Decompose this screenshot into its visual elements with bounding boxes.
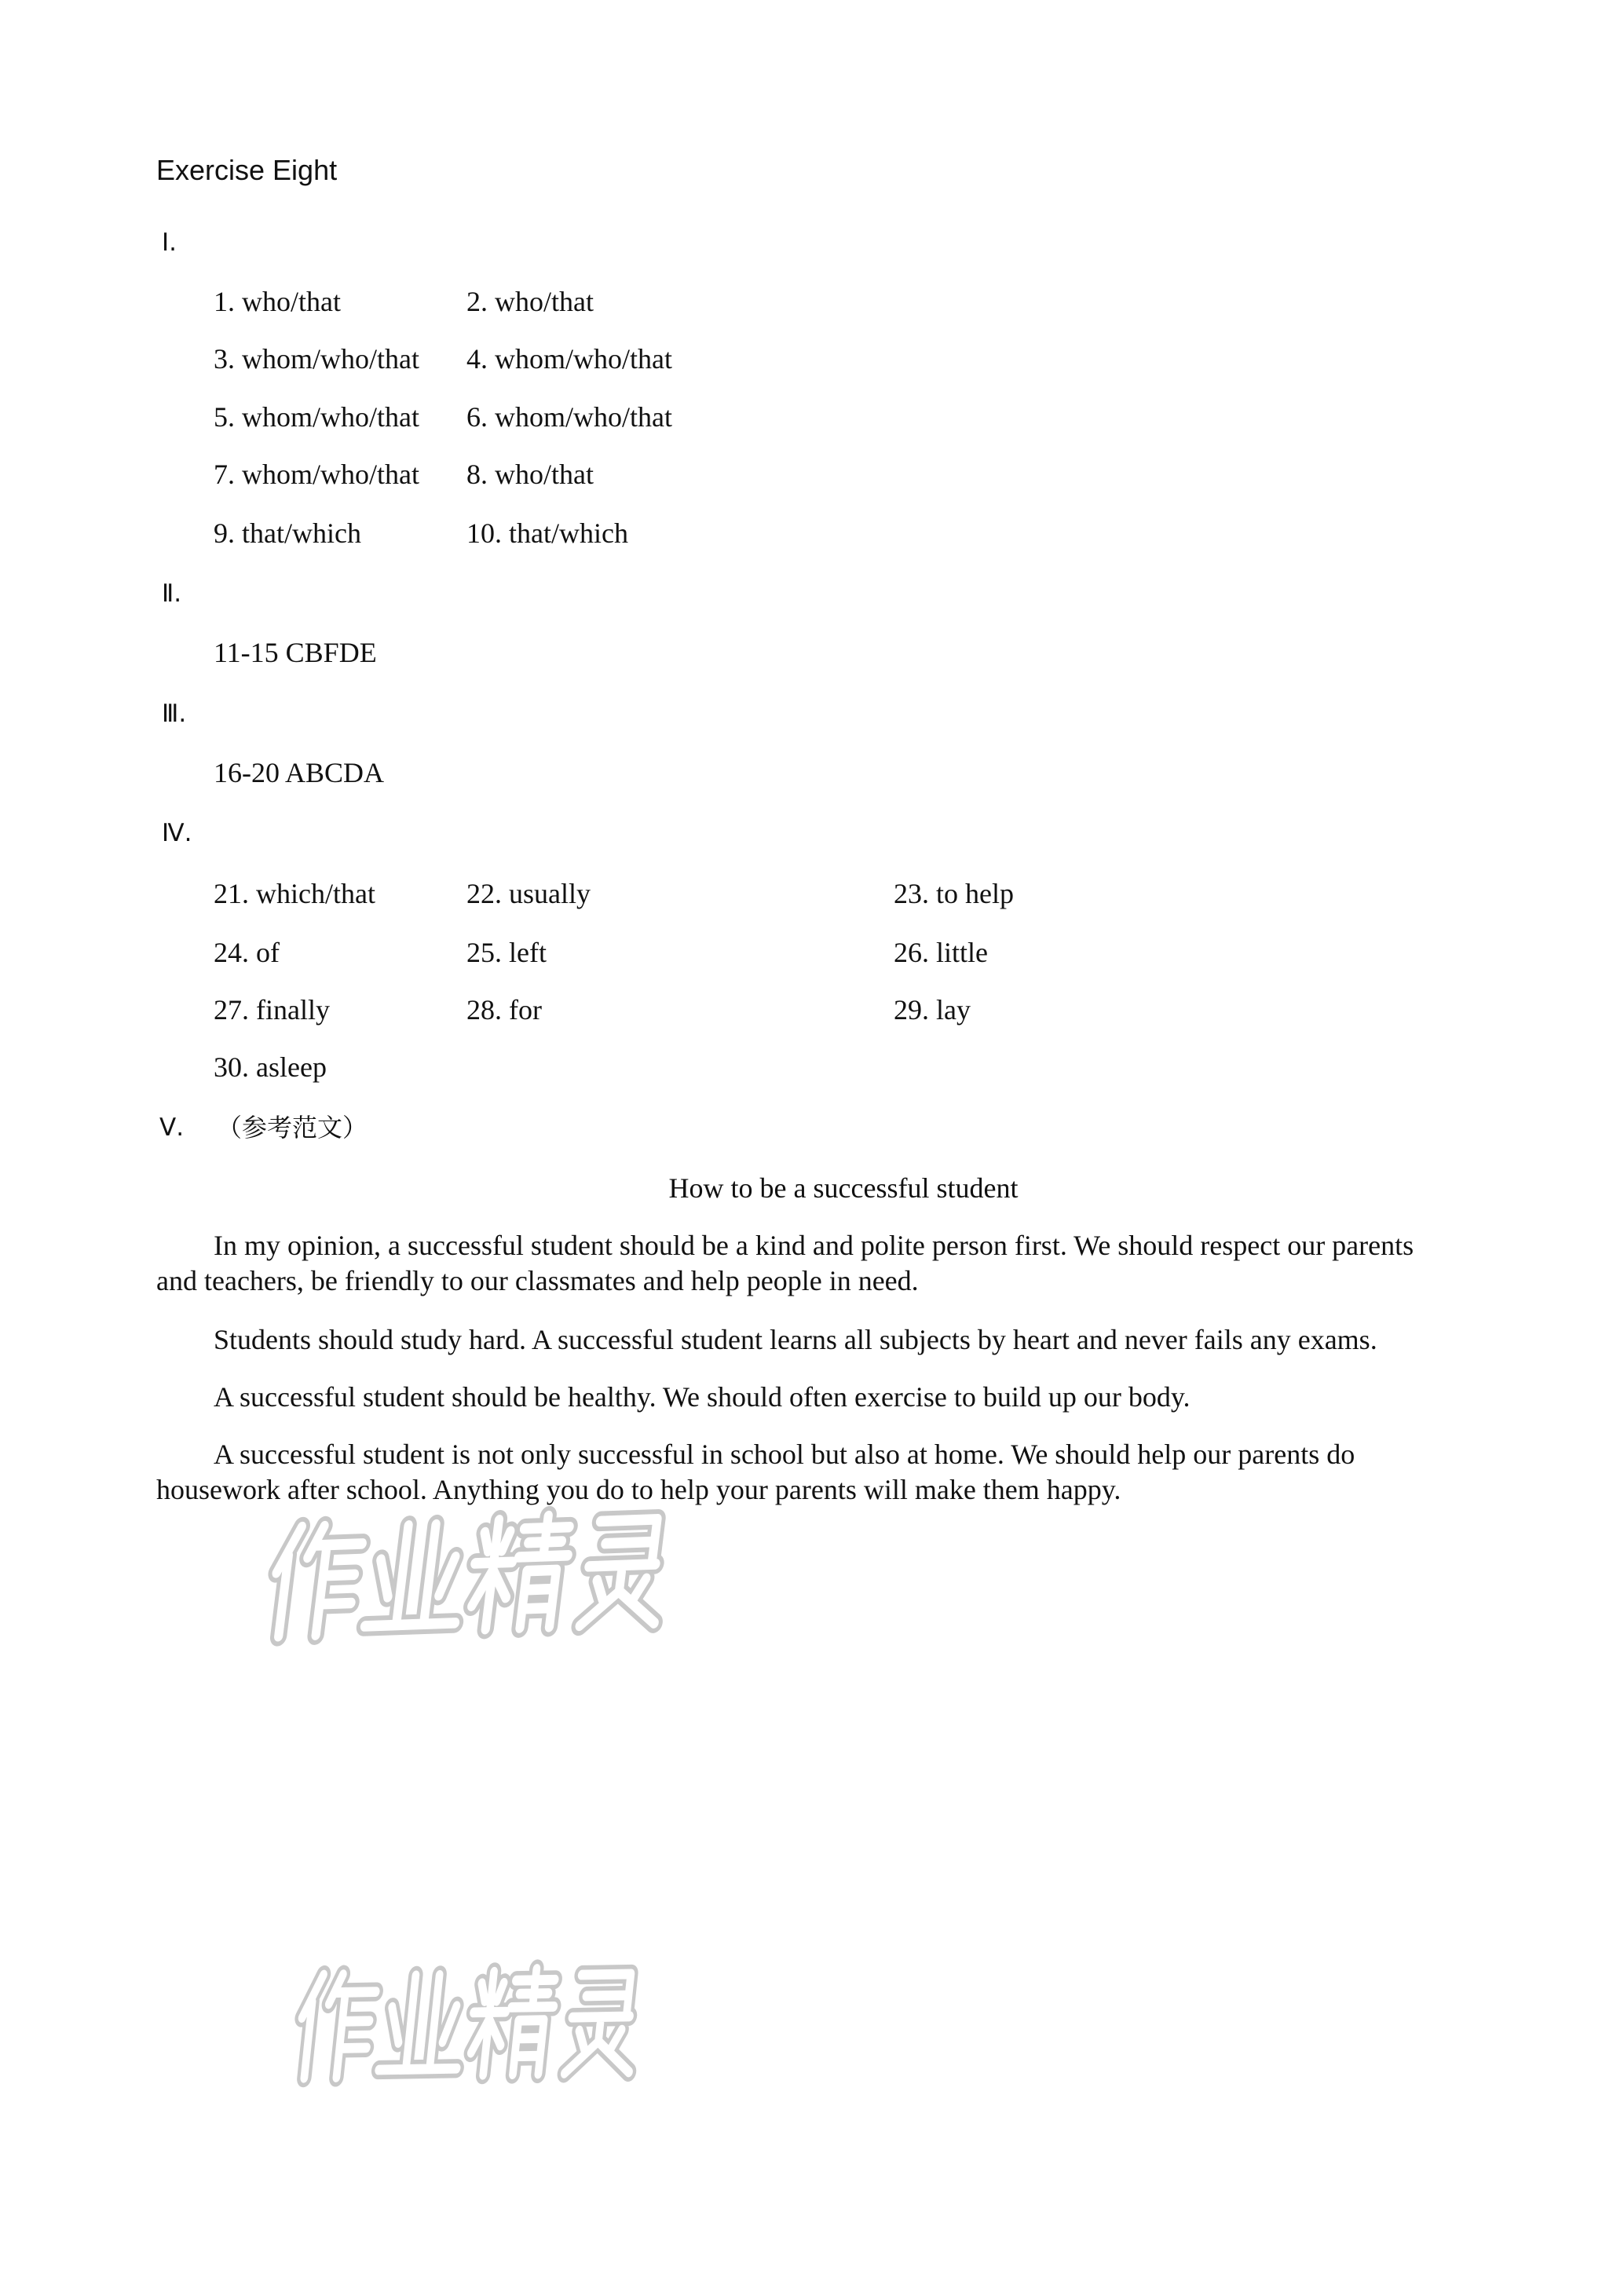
answer-item: 6. whom/who/that xyxy=(466,401,672,433)
answer-item: 26. little xyxy=(894,937,988,968)
answer-item: 5. whom/who/that xyxy=(214,401,419,433)
watermark-glyph xyxy=(296,1974,378,2078)
answer-item: 7. whom/who/that xyxy=(214,459,419,490)
watermark-glyph-inner xyxy=(296,1974,378,2078)
watermark-glyph-inner xyxy=(379,1975,466,2070)
section-4-numeral: Ⅳ. xyxy=(162,819,192,847)
answer-item: 3. whom/who/that xyxy=(214,343,419,375)
essay-paragraph: A successful student should be healthy. We should often exercise to build up our body. xyxy=(214,1381,1191,1413)
essay-title: How to be a successful student xyxy=(668,1172,1019,1204)
exercise-title: Exercise Eight xyxy=(156,154,338,186)
watermark-glyph-inner xyxy=(467,1515,573,1630)
answer-item: 8. who/that xyxy=(466,459,594,490)
section-3-answer: 16-20 ABCDA xyxy=(214,757,385,788)
watermark-glyph xyxy=(467,1515,573,1630)
answer-item: 27. finally xyxy=(214,994,330,1026)
answer-item: 1. who/that xyxy=(214,286,341,317)
answer-item: 9. that/which xyxy=(214,517,361,549)
answer-item: 2. who/that xyxy=(466,286,594,317)
section-2-numeral: Ⅱ. xyxy=(162,579,182,608)
answer-item: 25. left xyxy=(466,937,547,968)
section-3-numeral: Ⅲ. xyxy=(162,700,187,728)
answer-item: 22. usually xyxy=(466,878,591,909)
watermark-glyph-inner xyxy=(565,1974,639,2074)
answer-item: 24. of xyxy=(214,937,280,968)
watermark-glyph xyxy=(365,1523,467,1626)
answer-item: 30. asleep xyxy=(214,1051,327,1083)
watermark-glyph-inner xyxy=(580,1519,667,1625)
watermark-glyph xyxy=(269,1525,364,1636)
answer-item: 29. lay xyxy=(894,994,971,1026)
essay-paragraph: Students should study hard. A successful student learns all subjects by heart and never fails any exams. xyxy=(214,1324,1377,1355)
watermark-glyph-inner xyxy=(269,1525,364,1636)
watermark-glyph xyxy=(565,1974,639,2074)
watermark-glyph xyxy=(580,1519,667,1625)
answer-item: 21. which/that xyxy=(214,878,375,909)
answer-item: 23. to help xyxy=(894,878,1014,909)
answer-item: 4. whom/who/that xyxy=(466,343,672,375)
section-1-numeral: Ⅰ. xyxy=(162,229,177,257)
watermark xyxy=(296,1967,640,2078)
watermark-glyph xyxy=(467,1969,558,2075)
section-5-numeral: Ⅴ. xyxy=(159,1113,185,1142)
answer-item: 28. for xyxy=(466,994,542,1026)
essay-paragraph: A successful student is not only successful in school but also at home. We should help our parents do housework after school. Anything you do to help your parents will make them happy. xyxy=(156,1439,1355,1505)
section-5-note: （参考范文） xyxy=(217,1113,368,1143)
watermark-glyph-inner xyxy=(365,1523,467,1626)
watermark-glyph xyxy=(379,1975,466,2070)
section-2-answer: 11-15 CBFDE xyxy=(214,637,377,668)
essay-paragraph: In my opinion, a successful student should be a kind and polite person first. We should respect our parents and teachers, be friendly to our classmates and help people in need. xyxy=(156,1230,1414,1296)
answer-item: 10. that/which xyxy=(466,517,628,549)
watermark xyxy=(269,1512,668,1636)
watermark-glyph-inner xyxy=(467,1969,558,2075)
